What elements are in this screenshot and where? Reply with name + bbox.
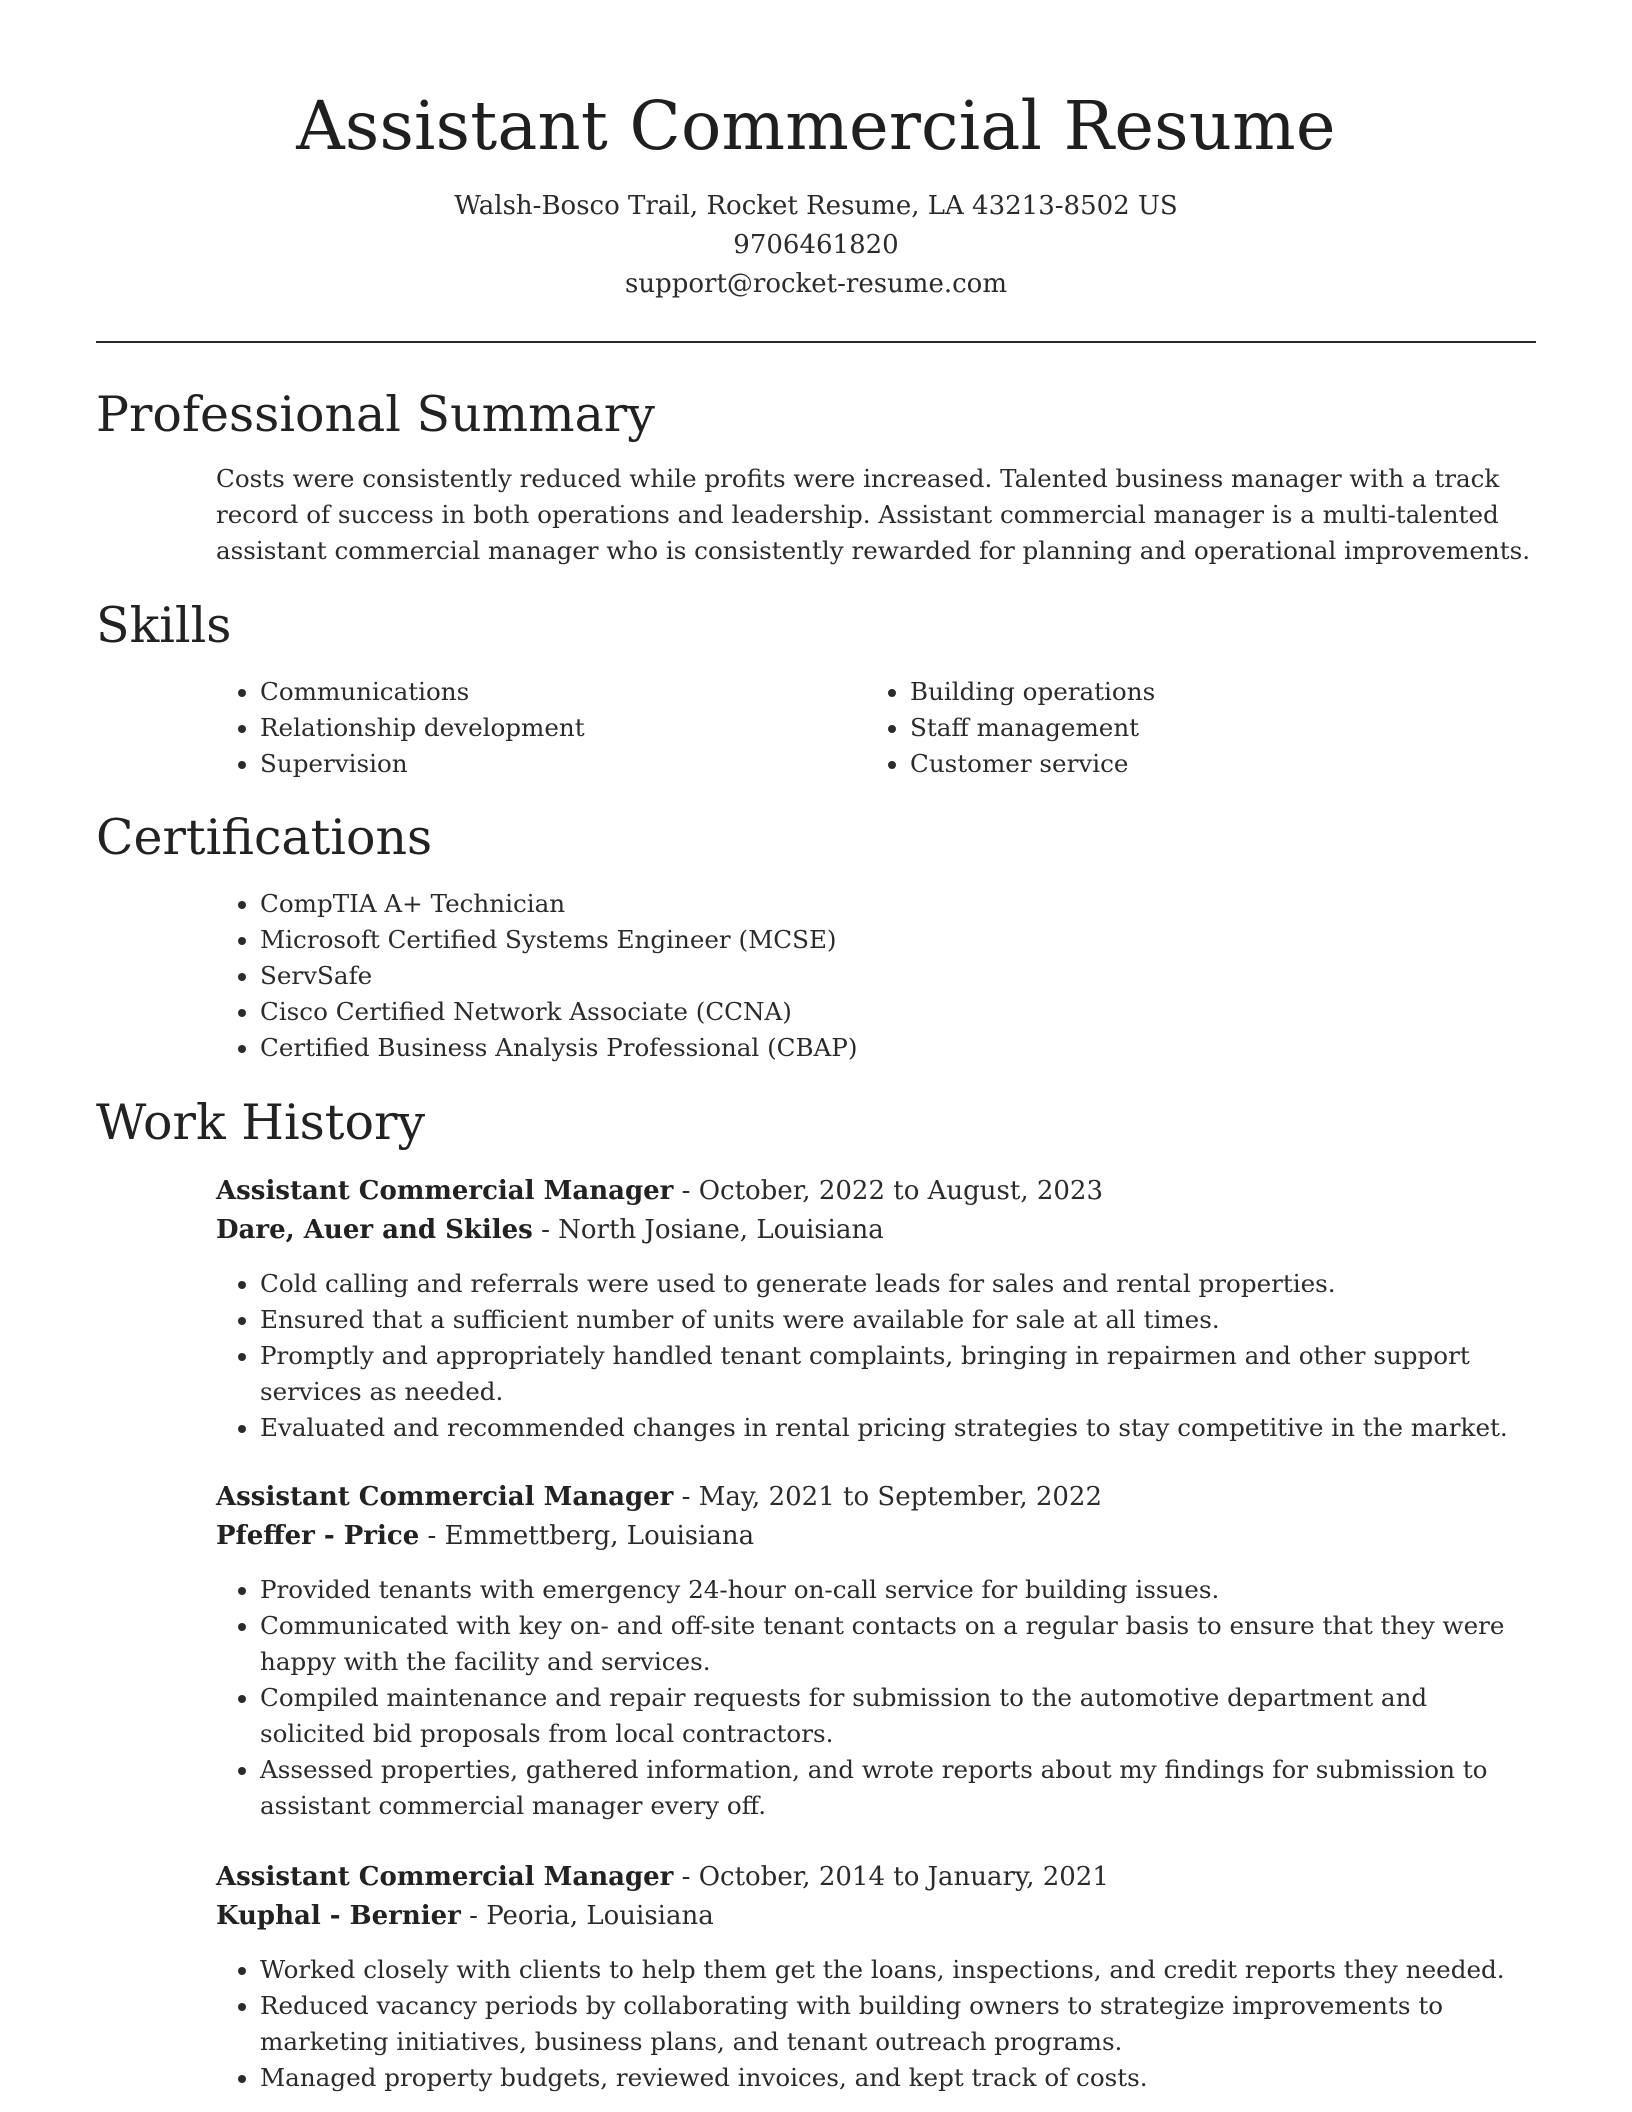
skill-item: • Communications [260,674,860,710]
job-company-line [216,1517,1536,1556]
contact-phone: 9706461820 [733,230,899,260]
skills-heading: Skills [96,597,232,654]
job-dates: May, 2021 to September, 2022 [698,1482,1103,1512]
job-bullet: • Provided tenants with emergency 24-hour on-call service for building issues. [260,1572,1536,1608]
job-bullet: • Communicated with key on- and off-site tenant contacts on a regular basis to ensure that they were happy with the facility and services. [260,1608,1536,1680]
job-title-line [216,1858,1536,1897]
job-bullet: • Managed property budgets, reviewed invoices, and kept track of costs. [260,2060,1536,2096]
resume-title: Assistant Commercial Resume [296,87,1336,165]
separator: - [460,1901,487,1931]
separator: - [532,1215,559,1245]
job-bullet: • Evaluated and recommended changes in rental pricing strategies to stay competitive in the market. [260,1410,1536,1446]
job-company: Kuphal - Bernier [216,1901,461,1931]
job-title-line [216,1172,1536,1211]
skill-item: • Relationship development [260,710,860,746]
job-bullets [216,1266,1536,1446]
job-location: Peoria, Louisiana [486,1901,714,1931]
certification-item: • Microsoft Certified Systems Engineer (MCSE) [260,922,1460,958]
skill-item: • Supervision [260,746,860,782]
skill-item: • Customer service [910,746,1510,782]
header-divider [96,341,1536,343]
job-location: North Josiane, Louisiana [558,1215,884,1245]
certification-item: • CompTIA A+ Technician [260,886,1460,922]
job-location: Emmettberg, Louisiana [444,1521,755,1551]
job-dates: October, 2014 to January, 2021 [698,1862,1109,1892]
job-title-line [216,1478,1536,1517]
job-bullet: • Assessed properties, gathered information, and wrote reports about my findings for submission to assistant commercial manager every off. [260,1752,1536,1824]
contact-address: Walsh-Bosco Trail, Rocket Resume, LA 43213-8502 US [454,191,1178,221]
job-company-line [216,1897,1536,1936]
job-bullet: • Cold calling and referrals were used to generate leads for sales and rental properties. [260,1266,1536,1302]
summary-heading: Professional Summary [96,386,655,443]
job-bullet: • Compiled maintenance and repair requests for submission to the automotive department and solicited bid proposals from local contractors. [260,1680,1536,1752]
separator: - [673,1176,699,1206]
job-company: Dare, Auer and Skiles [216,1215,533,1245]
job-bullets [216,1952,1536,2096]
skill-item: • Staff management [910,710,1510,746]
contact-email: support@rocket-resume.com [624,269,1007,299]
skills-list-right [866,674,1510,782]
work-history-heading: Work History [96,1094,426,1151]
certification-item: • ServSafe [260,958,1460,994]
job-dates: October, 2022 to August, 2023 [698,1176,1104,1206]
job-role: Assistant Commercial Manager [216,1482,674,1512]
separator: - [673,1862,699,1892]
job-bullet: • Worked closely with clients to help them get the loans, inspections, and credit reports they needed. [260,1952,1536,1988]
separator: - [673,1482,699,1512]
resume-header [96,78,1536,304]
job-role: Assistant Commercial Manager [216,1862,674,1892]
job-company-line [216,1211,1536,1250]
certifications-heading: Certifications [96,809,433,866]
skill-item: • Building operations [910,674,1510,710]
job-bullet: • Promptly and appropriately handled tenant complaints, bringing in repairmen and other support services as needed. [260,1338,1536,1410]
job-bullet: • Ensured that a sufficient number of units were available for sale at all times. [260,1302,1536,1338]
certification-item: • Certified Business Analysis Professional (CBAP) [260,1030,1460,1066]
skills-list-left [216,674,860,782]
certification-item: • Cisco Certified Network Associate (CCNA) [260,994,1460,1030]
certifications-list [216,886,1460,1066]
job-role: Assistant Commercial Manager [216,1176,674,1206]
job-bullets [216,1572,1536,1824]
separator: - [419,1521,445,1551]
job-bullet: • Reduced vacancy periods by collaborating with building owners to strategize improvements to marketing initiatives, business plans, and tenant outreach programs. [260,1988,1536,2060]
job-company: Pfeffer - Price [216,1521,420,1551]
summary-text: Costs were consistently reduced while profits were increased. Talented business manager with a track record of success in both operations and leadership. Assistant commercial manager is a multi-talented assistant commercial manager who is consistently rewarded for planning and operational improvements. [216,464,1531,565]
